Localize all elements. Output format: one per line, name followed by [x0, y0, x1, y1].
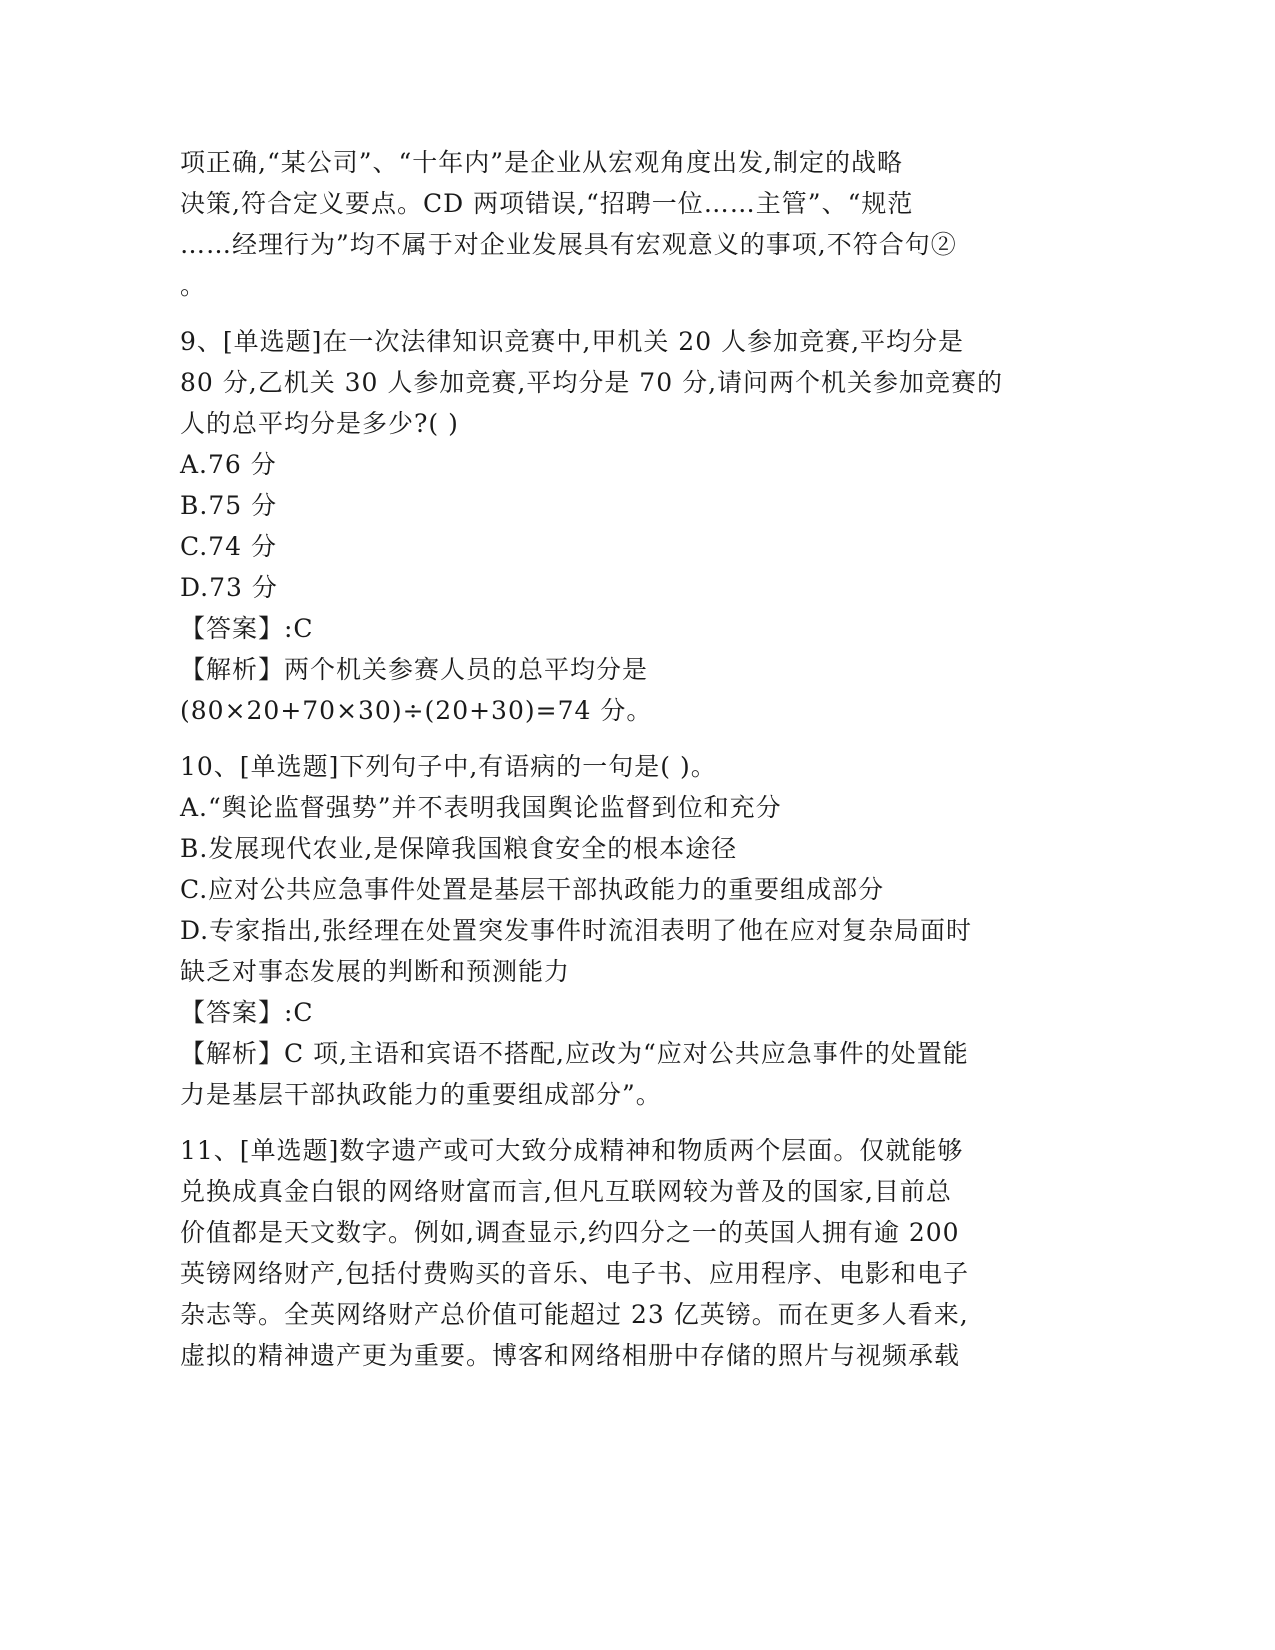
question-stem-line: 价值都是天文数字。例如,调查显示,约四分之一的英国人拥有逾 200: [180, 1218, 960, 1247]
question-stem-line: 虚拟的精神遗产更为重要。博客和网络相册中存储的照片与视频承载: [180, 1341, 961, 1370]
option-d: D.专家指出,张经理在处置突发事件时流泪表明了他在应对复杂局面时: [180, 916, 973, 945]
document-page: [180, 142, 1060, 1376]
option-a: A.76 分: [180, 450, 277, 479]
paragraph-gap: [180, 306, 1060, 321]
option-b: B.75 分: [180, 491, 278, 520]
option-c: C.74 分: [180, 532, 277, 561]
question-stem-line: 11、[单选题]数字遗产或可大致分成精神和物质两个层面。仅就能够: [180, 1136, 964, 1165]
text-line: 决策,符合定义要点。CD 两项错误,“招聘一位……主管”、“规范: [180, 189, 914, 218]
option-d-continued: 缺乏对事态发展的判断和预测能力: [180, 957, 571, 986]
option-c: C.应对公共应急事件处置是基层干部执政能力的重要组成部分: [180, 875, 885, 904]
text-line: ……经理行为”均不属于对企业发展具有宏观意义的事项,不符合句②: [180, 230, 957, 259]
option-b: B.发展现代农业,是保障我国粮食安全的根本途径: [180, 834, 738, 863]
text-line: 项正确,“某公司”、“十年内”是企业从宏观角度出发,制定的战略: [180, 148, 904, 177]
question-9: [180, 321, 1060, 731]
question-10: [180, 746, 1060, 1115]
paragraph-gap: [180, 1115, 1060, 1130]
question-stem-line: 杂志等。全英网络财产总价值可能超过 23 亿英镑。而在更多人看来,: [180, 1300, 969, 1329]
analysis-line: 力是基层干部执政能力的重要组成部分”。: [180, 1080, 662, 1109]
option-d: D.73 分: [180, 573, 278, 602]
text-line: 。: [180, 271, 207, 300]
question-stem-line: 10、[单选题]下列句子中,有语病的一句是( )。: [180, 752, 717, 781]
question-stem-line: 英镑网络财产,包括付费购买的音乐、电子书、应用程序、电影和电子: [180, 1259, 969, 1288]
analysis-line: 【解析】两个机关参赛人员的总平均分是: [180, 655, 649, 684]
paragraph-gap: [180, 731, 1060, 746]
question-11: [180, 1130, 1060, 1376]
option-a: A.“舆论监督强势”并不表明我国舆论监督到位和充分: [180, 793, 782, 822]
analysis-line: 【解析】C 项,主语和宾语不搭配,应改为“应对公共应急事件的处置能: [180, 1039, 969, 1068]
answer-line: 【答案】:C: [180, 998, 314, 1027]
analysis-line: (80×20+70×30)÷(20+30)=74 分。: [180, 696, 653, 725]
question-stem-line: 人的总平均分是多少?( ): [180, 409, 459, 438]
question-stem-line: 80 分,乙机关 30 人参加竞赛,平均分是 70 分,请问两个机关参加竞赛的: [180, 368, 1004, 397]
question-stem-line: 9、[单选题]在一次法律知识竞赛中,甲机关 20 人参加竞赛,平均分是: [180, 327, 965, 356]
intro-paragraph: [180, 142, 1060, 306]
question-stem-line: 兑换成真金白银的网络财富而言,但凡互联网较为普及的国家,目前总: [180, 1177, 952, 1206]
answer-line: 【答案】:C: [180, 614, 314, 643]
